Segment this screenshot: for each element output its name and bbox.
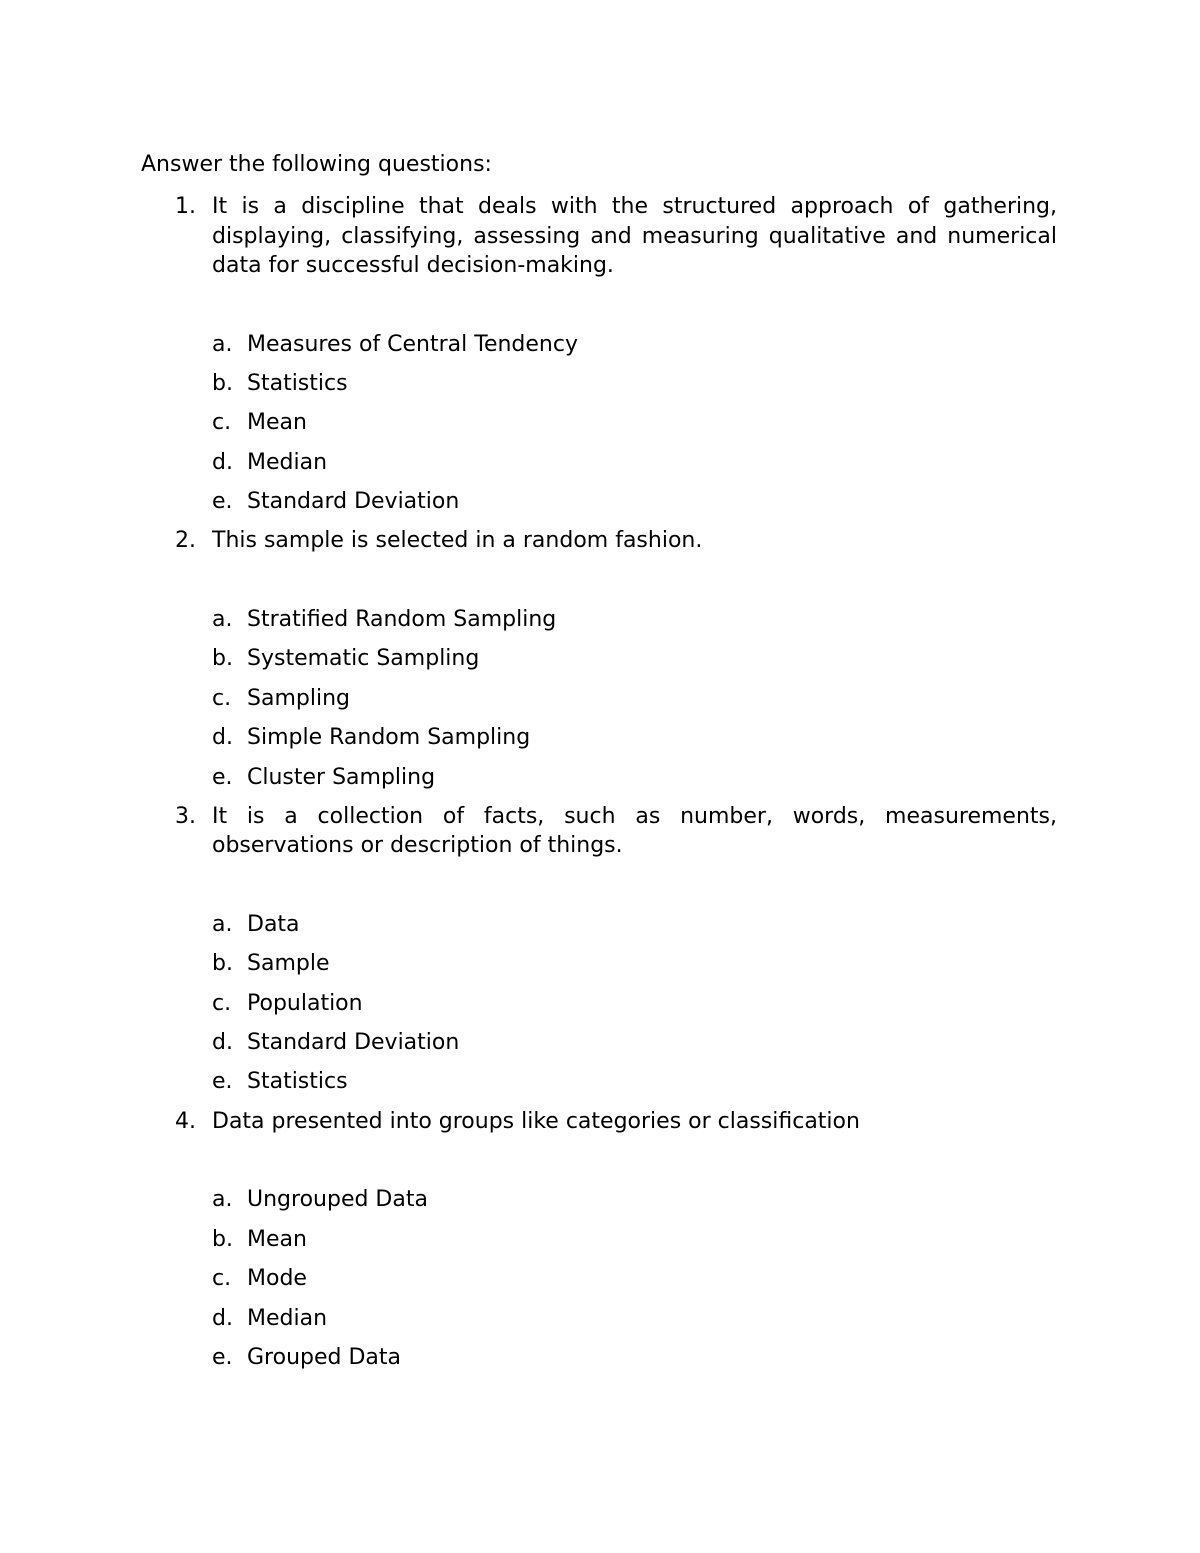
option-text: Data: [247, 911, 300, 937]
option-item: [0, 1185, 1200, 1224]
option-item: [0, 605, 1200, 644]
option-text: Sampling: [247, 685, 350, 711]
question-text: It is a discipline that deals with the structured approach of gathering, displaying, classifying, assessing and measuring qualitative and numerical data for successful decision-making.: [212, 194, 1057, 278]
option-text: Ungrouped Data: [247, 1187, 428, 1213]
option-letter: c.: [212, 410, 232, 436]
option-item: [0, 487, 1200, 526]
option-text: Standard Deviation: [247, 489, 460, 515]
option-text: Grouped Data: [247, 1344, 401, 1370]
option-item: [0, 408, 1200, 447]
instruction-text: Answer the following questions:: [141, 152, 492, 177]
option-text: Mean: [247, 1226, 307, 1252]
option-list: [0, 1185, 1200, 1382]
option-item: [0, 644, 1200, 683]
option-text: Median: [247, 449, 328, 475]
option-letter: b.: [212, 1226, 233, 1252]
option-list: [0, 330, 1200, 527]
option-item: [0, 1028, 1200, 1067]
option-item: [0, 1343, 1200, 1382]
option-text: Mode: [247, 1266, 307, 1292]
option-letter: a.: [212, 606, 233, 632]
option-letter: e.: [212, 489, 233, 515]
option-text: Population: [247, 990, 363, 1016]
option-text: Statistics: [247, 370, 348, 396]
option-letter: a.: [212, 1187, 233, 1213]
option-text: Systematic Sampling: [247, 646, 480, 672]
option-letter: d.: [212, 725, 233, 751]
option-text: Sample: [247, 951, 330, 977]
question-text: It is a collection of facts, such as number, words, measurements, observations or description of things.: [212, 803, 1057, 859]
option-item: [0, 330, 1200, 369]
option-item: [0, 1225, 1200, 1264]
option-letter: d.: [212, 449, 233, 475]
question-number: 1.: [175, 194, 196, 219]
option-list: [0, 605, 1200, 802]
option-letter: c.: [212, 1266, 232, 1292]
option-item: [0, 684, 1200, 723]
option-text: Cluster Sampling: [247, 764, 436, 790]
option-text: Simple Random Sampling: [247, 725, 531, 751]
question-text: This sample is selected in a random fashion.: [212, 528, 703, 554]
question-item: [0, 526, 1200, 801]
option-text: Mean: [247, 410, 307, 436]
question-list: [0, 192, 1200, 1382]
option-item: [0, 910, 1200, 949]
option-text: Measures of Central Tendency: [247, 331, 578, 357]
option-letter: d.: [212, 1305, 233, 1331]
question-text: Data presented into groups like categories or classification: [212, 1108, 860, 1134]
option-item: [0, 949, 1200, 988]
option-item: [0, 763, 1200, 802]
option-item: [0, 369, 1200, 408]
option-item: [0, 1067, 1200, 1106]
option-letter: d.: [212, 1030, 233, 1056]
option-item: [0, 1264, 1200, 1303]
option-letter: b.: [212, 370, 233, 396]
option-letter: b.: [212, 951, 233, 977]
option-item: [0, 723, 1200, 762]
question-number: 4.: [175, 1108, 196, 1134]
option-text: Statistics: [247, 1069, 348, 1095]
option-text: Median: [247, 1305, 328, 1331]
question-item: [0, 1107, 1200, 1382]
question-item: [0, 802, 1200, 1107]
question-number: 2.: [175, 528, 196, 554]
question-number: 3.: [175, 803, 196, 829]
option-letter: e.: [212, 1344, 233, 1370]
option-letter: a.: [212, 331, 233, 357]
option-list: [0, 910, 1200, 1107]
option-letter: b.: [212, 646, 233, 672]
question-item: [0, 192, 1200, 526]
option-text: Stratified Random Sampling: [247, 606, 557, 632]
option-item: [0, 448, 1200, 487]
option-text: Standard Deviation: [247, 1030, 460, 1056]
option-letter: e.: [212, 764, 233, 790]
option-item: [0, 1304, 1200, 1343]
option-letter: c.: [212, 685, 232, 711]
option-letter: a.: [212, 911, 233, 937]
option-letter: c.: [212, 990, 232, 1016]
option-item: [0, 989, 1200, 1028]
option-letter: e.: [212, 1069, 233, 1095]
